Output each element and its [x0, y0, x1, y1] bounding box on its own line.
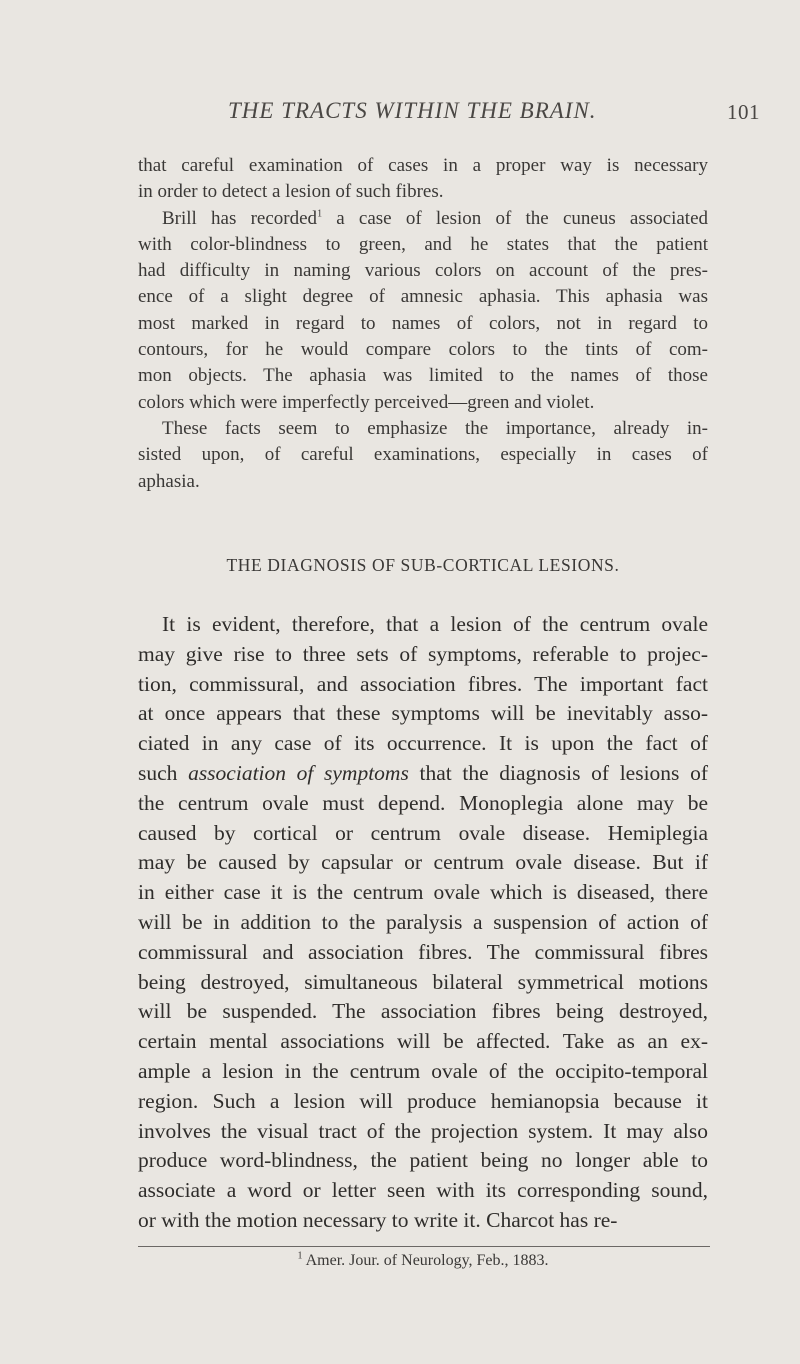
body-text [138, 153, 708, 495]
text-line: will be in addition to the paralysis a suspension of action of [138, 909, 708, 934]
text-line: had difficulty in naming various colors on account of the pres- [138, 260, 708, 282]
footnote-mark: 1 [297, 1250, 303, 1262]
text-line: aphasia. [138, 470, 200, 492]
italic-phrase: association of symptoms [188, 760, 409, 785]
text-line: produce word-blindness, the patient being no longer able to [138, 1148, 708, 1173]
text-line: will be suspended. The association fibres being destroyed, [138, 999, 708, 1024]
text-line: tion, commissural, and association fibres. The important fact [138, 671, 708, 696]
page-number: 101 [727, 100, 760, 124]
text-line: region. Such a lesion will produce hemianopsia because it [138, 1088, 708, 1113]
text-line: that careful examination of cases in a proper way is necessary [138, 155, 708, 176]
text-line: sisted upon, of careful examinations, especially in cases of [138, 444, 708, 466]
text-line: in order to detect a lesion of such fibres. [138, 181, 444, 203]
running-title: THE TRACTS WITHIN THE BRAIN. [228, 98, 597, 123]
text-line [138, 759, 708, 789]
text-line: ample a lesion in the centrum ovale of the occipito-temporal [138, 1058, 708, 1083]
text-line: caused by cortical or centrum ovale disease. Hemiplegia [138, 820, 708, 845]
text-line: associate a word or letter seen with its corresponding sound, [138, 1178, 708, 1203]
text-line: These facts seem to emphasize the importance, already in- [162, 417, 708, 439]
section-body [138, 610, 708, 1236]
paragraph-2 [138, 206, 708, 416]
text-line: colors which were imperfectly perceived—green and violet. [138, 391, 595, 413]
footnote-reference: 1 [317, 208, 323, 220]
text-line: being destroyed, simultaneous bilateral symmetrical motions [138, 969, 708, 994]
text-line: in either case it is the centrum ovale which is diseased, there [138, 880, 708, 905]
text-line: at once appears that these symptoms will be inevitably asso- [138, 701, 708, 726]
text-line [138, 206, 708, 232]
text-span: a case of lesion of the cuneus associated [322, 207, 709, 229]
text-line: involves the visual tract of the projection system. It may also [138, 1118, 708, 1143]
paragraph-1 [138, 153, 708, 206]
section-heading: THE DIAGNOSIS OF SUB-CORTICAL LESIONS. [226, 555, 620, 575]
text-line: most marked in regard to names of colors, not in regard to [138, 312, 708, 334]
text-line: the centrum ovale must depend. Monoplegia alone may be [138, 790, 708, 815]
page-header [0, 98, 800, 128]
text-span: that the diagnosis of lesions of [408, 760, 708, 785]
text-line: contours, for he would compare colors to the tints of com- [138, 339, 708, 361]
text-line: It is evident, therefore, that a lesion of the centrum ovale [162, 612, 708, 636]
text-span: such [138, 760, 189, 785]
text-line: certain mental associations will be affected. Take as an ex- [138, 1029, 708, 1054]
footnote-text: Amer. Jour. of Neurology, Feb., 1883. [302, 1252, 549, 1269]
paragraph-3 [138, 416, 708, 495]
text-span: Brill has recorded [162, 207, 318, 229]
text-line: may be caused by capsular or centrum ovale disease. But if [138, 850, 708, 875]
footnote [138, 1252, 708, 1270]
footnote-rule [138, 1246, 710, 1247]
text-line: with color-blindness to green, and he states that the patient [138, 233, 708, 255]
text-line: or with the motion necessary to write it. Charcot has re- [138, 1207, 618, 1232]
text-line: mon objects. The aphasia was limited to the names of those [138, 365, 708, 387]
text-line: may give rise to three sets of symptoms, referable to projec- [138, 641, 708, 666]
text-line: ciated in any case of its occurrence. It is upon the fact of [138, 731, 708, 756]
text-line: ence of a slight degree of amnesic aphasia. This aphasia was [138, 286, 708, 308]
text-line: commissural and association fibres. The commissural fibres [138, 939, 708, 964]
